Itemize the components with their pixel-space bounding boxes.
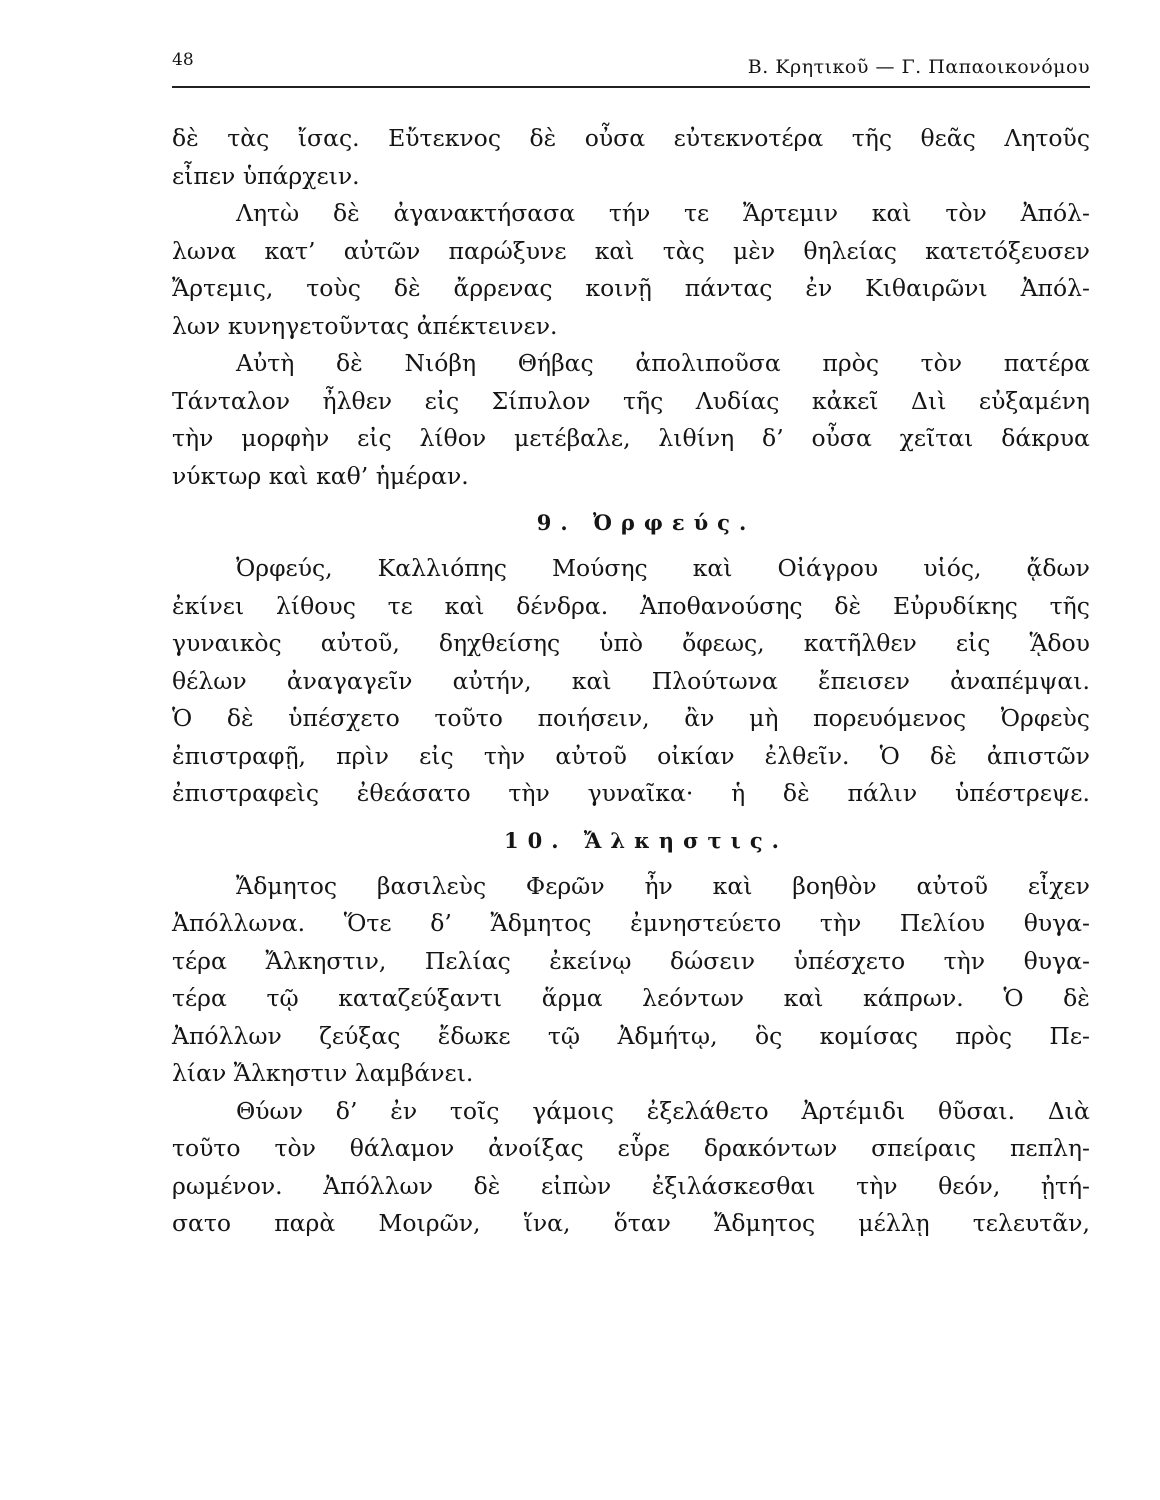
word: τὴν	[483, 741, 526, 770]
word: ὅταν	[613, 1209, 671, 1237]
word: ὄφεως,	[682, 629, 765, 657]
text-line	[172, 700, 1090, 738]
word: βασιλεὺς	[376, 871, 487, 900]
word: ὑπέσχετο	[288, 704, 400, 732]
word: ἐξελάθετο	[646, 1096, 769, 1125]
word: καὶ	[571, 666, 612, 695]
word: κυνηγετοῦντας	[227, 311, 410, 340]
word: δ’	[335, 1096, 358, 1125]
word: Ὅτε	[343, 909, 392, 937]
word: παρὰ	[274, 1209, 336, 1237]
text-line	[172, 420, 1090, 458]
word: καὶ	[712, 871, 753, 900]
word: μὴ	[749, 704, 779, 732]
section-heading-alcestis: 10. Ἄλκηστις.	[504, 827, 788, 853]
word: λαμβάνει.	[354, 1059, 474, 1087]
word: καὶ	[692, 554, 733, 582]
word: Νιόβη	[404, 349, 477, 377]
word: Διὶ	[911, 386, 947, 415]
word: θηλείας	[803, 236, 897, 265]
word: Μοιρῶν,	[378, 1209, 481, 1237]
word: Διὰ	[1047, 1096, 1090, 1125]
word: τὴν	[819, 909, 862, 937]
word: αὐτοῦ	[916, 871, 989, 900]
word: ἐξιλάσκεσθαι	[651, 1171, 816, 1200]
word: τῆς	[623, 386, 664, 415]
word: αὐτοῦ	[555, 741, 627, 770]
word: τῷ	[547, 1021, 581, 1050]
body-text	[172, 120, 1090, 1243]
word: Ἀποθανούσης	[640, 591, 803, 620]
word: καὶ	[871, 199, 912, 227]
word: κατετόξευσεν	[925, 236, 1090, 265]
word: γάμοις	[532, 1096, 614, 1125]
word: νύκτωρ	[172, 461, 262, 490]
word: πεπλη-	[1009, 1134, 1090, 1162]
word: παρώξυνε	[448, 236, 567, 265]
word: τέρα	[172, 984, 227, 1012]
word: δηχθείσης	[438, 629, 561, 657]
text-line	[172, 308, 1090, 346]
word: Μούσης	[551, 554, 648, 582]
word: ἔδωκε	[437, 1021, 511, 1050]
text-line	[172, 1093, 1090, 1131]
word: Ἄδμητος	[490, 909, 592, 937]
text-line	[172, 1055, 1090, 1093]
word: ᾍδου	[1029, 629, 1090, 657]
word: αὐτήν,	[452, 666, 532, 695]
text-line	[172, 1018, 1090, 1056]
word: Ἀπόλλων	[172, 1021, 282, 1050]
word: βοηθὸν	[792, 871, 877, 900]
word: δ’	[430, 909, 452, 937]
word: λεόντων	[642, 984, 745, 1012]
word: καθ’	[316, 461, 369, 490]
word: εἶπεν	[172, 161, 236, 190]
word: ἐν	[805, 274, 833, 302]
word: εὐξαμένη	[978, 386, 1090, 415]
word: Πελίου	[899, 909, 986, 937]
word: Ἄλκηστιν	[233, 1059, 348, 1087]
word: ὑπάρχειν.	[242, 161, 360, 190]
word: οὖσα	[584, 124, 646, 152]
word: θυγα-	[1023, 946, 1090, 975]
word: λωνα	[172, 236, 237, 265]
section-heading-orpheus: 9. Ὀρφεύς.	[536, 510, 756, 535]
word: Ἀρτέμιδι	[801, 1096, 906, 1125]
text-line	[172, 383, 1090, 421]
word: γυναικὸς	[172, 629, 282, 657]
word: δὲ	[529, 124, 557, 152]
word: κατῆλθεν	[803, 629, 917, 657]
word: θεόν,	[938, 1171, 1001, 1200]
text-line	[172, 738, 1090, 776]
word: Ὁ	[879, 741, 900, 770]
word: Ἄρτεμις,	[172, 274, 274, 302]
word: τοῖς	[449, 1096, 500, 1125]
word: ἀγανακτήσασα	[393, 199, 576, 227]
word: λίαν	[172, 1059, 227, 1087]
word: Λητὼ	[236, 199, 300, 227]
text-line	[172, 233, 1090, 271]
word: εἰπὼν	[540, 1171, 612, 1200]
word: καὶ	[594, 236, 635, 265]
word: πρὸς	[955, 1021, 1012, 1050]
word: δὲ	[172, 124, 199, 152]
word: δὲ	[393, 274, 421, 302]
word: πάλιν	[847, 779, 918, 807]
word: κοινῇ	[585, 274, 652, 302]
word: πρὸς	[822, 349, 879, 377]
word: γυναῖκα·	[587, 779, 694, 807]
word: Εὐρυδίκης	[892, 591, 1018, 620]
word: εἰς	[419, 741, 454, 770]
word: ὑπέστρεψε.	[954, 779, 1090, 807]
word: Ἀπόλ-	[1020, 199, 1090, 227]
running-head: Β. Κρητικοῦ — Γ. Παπαοικονόμου	[747, 56, 1090, 78]
word: εὗρε	[617, 1134, 670, 1162]
word: ὃς	[754, 1021, 783, 1050]
text-line	[172, 663, 1090, 701]
word: δὲ	[834, 591, 862, 620]
text-line	[172, 905, 1090, 943]
word: ἴσας.	[297, 124, 360, 152]
word: καὶ	[783, 984, 824, 1012]
word: ἅρμα	[541, 984, 603, 1012]
word: Ἀδμήτῳ,	[617, 1021, 718, 1050]
word: ποιήσειν,	[537, 704, 650, 732]
word: κομίσας	[819, 1021, 919, 1050]
word: κάπρων.	[863, 984, 964, 1012]
page-number: 48	[172, 50, 194, 70]
word: ἡ	[731, 779, 746, 807]
word: τῆς	[1049, 591, 1090, 620]
word: χεῖται	[899, 424, 974, 452]
word: κἀκεῖ	[811, 386, 879, 415]
word: εἶχεν	[1027, 871, 1090, 900]
word: σπείραις	[871, 1134, 977, 1162]
word: Ἀπόλλων	[323, 1171, 434, 1200]
text-line	[172, 943, 1090, 981]
word: δὲ	[782, 779, 810, 807]
text-line	[172, 158, 1090, 196]
word: Θήβας	[517, 349, 594, 377]
word: δ’	[762, 424, 784, 452]
word: εἰς	[424, 386, 460, 415]
word: Ἄρτεμιν	[742, 199, 838, 227]
word: δρακόντων	[703, 1134, 838, 1162]
word: ἀπέκτεινεν.	[416, 311, 558, 340]
word: ἄρρενας	[453, 274, 553, 302]
word: ἐκίνει	[172, 591, 245, 620]
word: πορευόμενος	[813, 704, 967, 732]
word: Ὁ	[1003, 984, 1024, 1012]
word: ἀπολιποῦσα	[635, 349, 781, 377]
word: οἰκίαν	[657, 741, 735, 770]
word: Πλούτωνα	[651, 666, 778, 695]
word: δὲ	[226, 704, 254, 732]
word: ᾐτή-	[1040, 1171, 1090, 1200]
word: Ὀρφεύς,	[236, 554, 333, 582]
word: θυγα-	[1023, 909, 1090, 937]
word: ἀνοίξας	[488, 1134, 584, 1162]
word: τοῦτο	[172, 1134, 241, 1162]
page-header	[172, 44, 1090, 88]
word: τε	[684, 199, 710, 227]
word: ἡμέραν.	[375, 461, 469, 490]
word: τὴν	[172, 424, 214, 452]
word: ὑπέσχετο	[793, 946, 906, 975]
word: εὐτεκνοτέρα	[673, 124, 824, 152]
word: Φερῶν	[525, 871, 605, 900]
word: ἂν	[684, 704, 715, 732]
word: λων	[172, 311, 221, 340]
word: ζεύξας	[319, 1021, 401, 1050]
word: τελευτᾶν,	[972, 1209, 1090, 1237]
word: Λυδίας	[695, 386, 780, 415]
word: καταζεύξαντι	[338, 984, 503, 1012]
word: Ἀπόλλωνα.	[172, 909, 306, 937]
word: τὸν	[945, 199, 987, 227]
text-line	[172, 195, 1090, 233]
word: εἰς	[357, 424, 392, 452]
word: τὴν	[943, 946, 986, 975]
word: οὖσα	[811, 424, 872, 452]
word: ἐπιστραφῇ,	[172, 741, 307, 770]
text-line	[172, 550, 1090, 588]
word: τὴν	[856, 1171, 898, 1200]
word: τὸν	[920, 349, 963, 377]
word: τὰς	[227, 124, 270, 152]
word: πάντας	[684, 274, 773, 302]
word: θῦσαι.	[938, 1096, 1016, 1125]
word: δὲ	[333, 199, 360, 227]
word: λίθον	[419, 424, 487, 452]
word: τῷ	[266, 984, 299, 1012]
word: ἵνα,	[523, 1209, 571, 1237]
text-line	[172, 345, 1090, 383]
word: εἰς	[955, 629, 991, 657]
word: λίθους	[276, 591, 356, 620]
word: ἐκείνῳ	[549, 946, 632, 975]
word: μορφὴν	[241, 424, 330, 452]
text-line	[172, 120, 1090, 158]
word: δένδρα.	[516, 591, 609, 620]
word: Λητοῦς	[1004, 124, 1090, 152]
word: λιθίνη	[658, 424, 735, 452]
word: αὐτοῦ,	[320, 629, 400, 657]
word: Ὀρφεὺς	[1000, 704, 1090, 732]
word: ἦλθεν	[322, 386, 393, 415]
word: τὴν	[508, 779, 550, 807]
word: ἐμνηστεύετο	[630, 909, 782, 937]
word: ἐλθεῖν.	[764, 741, 850, 770]
word: σατο	[172, 1209, 232, 1237]
text-line	[172, 1130, 1090, 1168]
word: Τάνταλον	[172, 386, 291, 415]
word: Πε-	[1049, 1021, 1090, 1050]
text-line	[172, 588, 1090, 626]
word: Αὐτὴ	[236, 349, 295, 377]
word: καὶ	[268, 461, 309, 490]
word: Ἄδμητος	[236, 871, 338, 900]
word: ἦν	[644, 871, 673, 900]
word: τε	[387, 591, 413, 620]
word: Θύων	[236, 1096, 304, 1125]
word: ἀναπέμψαι.	[950, 666, 1090, 695]
text-line	[172, 1205, 1090, 1243]
text-line	[172, 458, 1090, 496]
word: ρωμένον.	[172, 1171, 283, 1200]
word: Εὔτεκνος	[388, 124, 501, 152]
word: δάκρυα	[1001, 424, 1090, 452]
word: Οἰάγρου	[777, 554, 879, 582]
word: δώσειν	[670, 946, 756, 975]
word: ἐπιστραφεὶς	[172, 779, 320, 807]
word: Σίπυλον	[491, 386, 591, 415]
word: θεᾶς	[920, 124, 976, 152]
word: τοὺς	[306, 274, 361, 302]
word: δὲ	[336, 349, 363, 377]
word: τέρα	[172, 946, 227, 975]
word: τῆς	[851, 124, 892, 152]
text-line	[172, 270, 1090, 308]
word: τὸν	[274, 1134, 316, 1162]
word: αὐτῶν	[343, 236, 421, 265]
text-line	[172, 625, 1090, 663]
word: Κιθαιρῶνι	[865, 274, 988, 302]
word: τήν	[608, 199, 651, 227]
word: δὲ	[473, 1171, 501, 1200]
word: δὲ	[930, 741, 957, 770]
word: Καλλιόπης	[377, 554, 507, 582]
text-line	[172, 1168, 1090, 1206]
word: ᾄδων	[1026, 554, 1090, 582]
word: πρὶν	[336, 741, 389, 770]
word: ὑπὸ	[599, 629, 644, 657]
word: μὲν	[732, 236, 776, 265]
word: κατ’	[264, 236, 316, 265]
word: ἐθεάσατο	[356, 779, 471, 807]
word: Ἄδμητος	[714, 1209, 816, 1237]
word: Ὁ	[172, 704, 193, 732]
word: ἀναγαγεῖν	[286, 666, 413, 695]
word: Ἄλκηστιν,	[265, 946, 387, 975]
word: ἀπιστῶν	[986, 741, 1090, 770]
word: ἐν	[390, 1096, 418, 1125]
text-line	[172, 775, 1090, 813]
text-line	[172, 980, 1090, 1018]
word: τὰς	[662, 236, 705, 265]
word: θάλαμον	[349, 1134, 455, 1162]
word: Ἀπόλ-	[1020, 274, 1090, 302]
word: καὶ	[444, 591, 485, 620]
word: θέλων	[172, 666, 247, 695]
word: μετέβαλε,	[513, 424, 631, 452]
word: υἱός,	[923, 554, 982, 582]
text-line	[172, 868, 1090, 906]
word: τοῦτο	[434, 704, 503, 732]
word: μέλλῃ	[858, 1209, 930, 1237]
word: δὲ	[1063, 984, 1090, 1012]
word: ἔπεισεν	[817, 666, 910, 695]
word: πατέρα	[1003, 349, 1090, 377]
word: Πελίας	[424, 946, 511, 975]
